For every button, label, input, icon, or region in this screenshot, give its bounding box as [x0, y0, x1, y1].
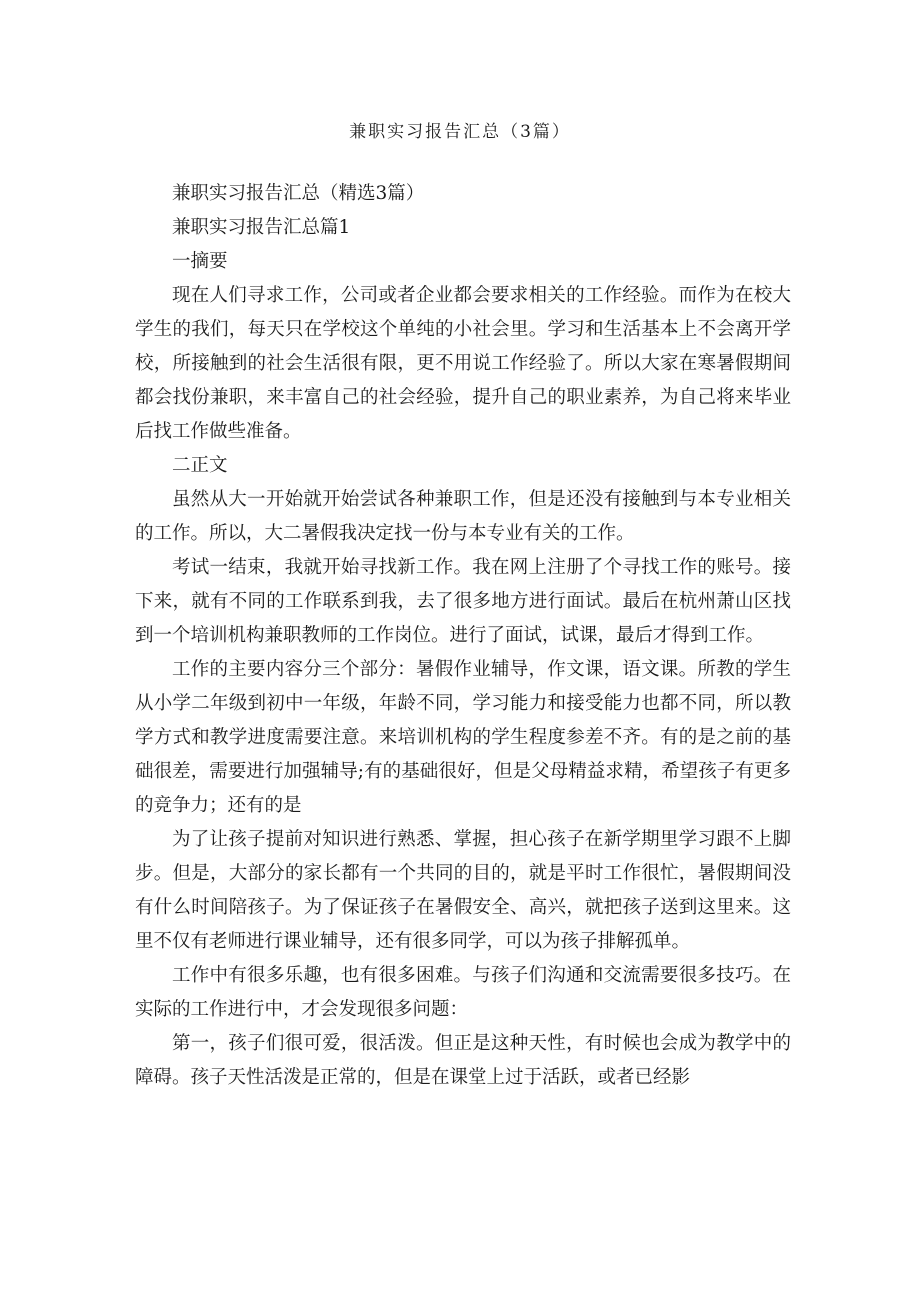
- paragraph: 考试一结束，我就开始寻找新工作。我在网上注册了个寻找工作的账号。接下来，就有不同的工作联系到我，去了很多地方进行面试。最后在杭州萧山区找到一个培训机构兼职教师的工作岗位。进行了面试，试课，最后才得到工作。: [135, 557, 791, 646]
- paragraph-abstract-heading: 一摘要: [172, 251, 228, 272]
- paragraph: 第一，孩子们很可爱，很活泼。但正是这种天性，有时候也会成为教学中的障碍。孩子天性活泼是正常的，但是在课堂上过于活跃，或者已经影: [135, 1033, 791, 1088]
- paragraph-section-heading: 兼职实习报告汇总篇1: [172, 217, 351, 238]
- paragraph: 为了让孩子提前对知识进行熟悉、掌握，担心孩子在新学期里学习跟不上脚步。但是，大部分的家长都有一个共同的目的，就是平时工作很忙，暑假期间没有什么时间陪孩子。为了保证孩子在暑假安全、高兴，就把孩子送到这里来。这里不仅有老师进行课业辅导，还有很多同学，可以为孩子排解孤单。: [135, 829, 791, 952]
- paragraph-subtitle: 兼职实习报告汇总（精选3篇）: [172, 183, 425, 204]
- document-title: 兼职实习报告汇总（3篇）: [349, 122, 571, 142]
- document-body: [135, 177, 791, 1095]
- paragraph: 现在人们寻求工作，公司或者企业都会要求相关的工作经验。而作为在校大学生的我们，每天只在学校这个单纯的小社会里。学习和生活基本上不会离开学校，所接触到的社会生活很有限，更不用说工作经验了。所以大家在寒暑假期间都会找份兼职，来丰富自己的社会经验，提升自己的职业素养，为自己将来毕业后找工作做些准备。: [135, 285, 791, 442]
- paragraph: 工作中有很多乐趣，也有很多困难。与孩子们沟通和交流需要很多技巧。在实际的工作进行中，才会发现很多问题：: [135, 965, 791, 1020]
- paragraph: 工作的主要内容分三个部分：暑假作业辅导，作文课，语文课。所教的学生从小学二年级到初中一年级，年龄不同，学习能力和接受能力也都不同，所以教学方式和教学进度需要注意。来培训机构的学生程度参差不齐。有的是之前的基础很差，需要进行加强辅导;有的基础很好，但是父母精益求精，希望孩子有更多的竞争力；还有的是: [135, 659, 791, 816]
- paragraph: 虽然从大一开始就开始尝试各种兼职工作，但是还没有接触到与本专业相关的工作。所以，大二暑假我决定找一份与本专业有关的工作。: [135, 489, 791, 544]
- paragraph-body-heading: 二正文: [172, 455, 228, 476]
